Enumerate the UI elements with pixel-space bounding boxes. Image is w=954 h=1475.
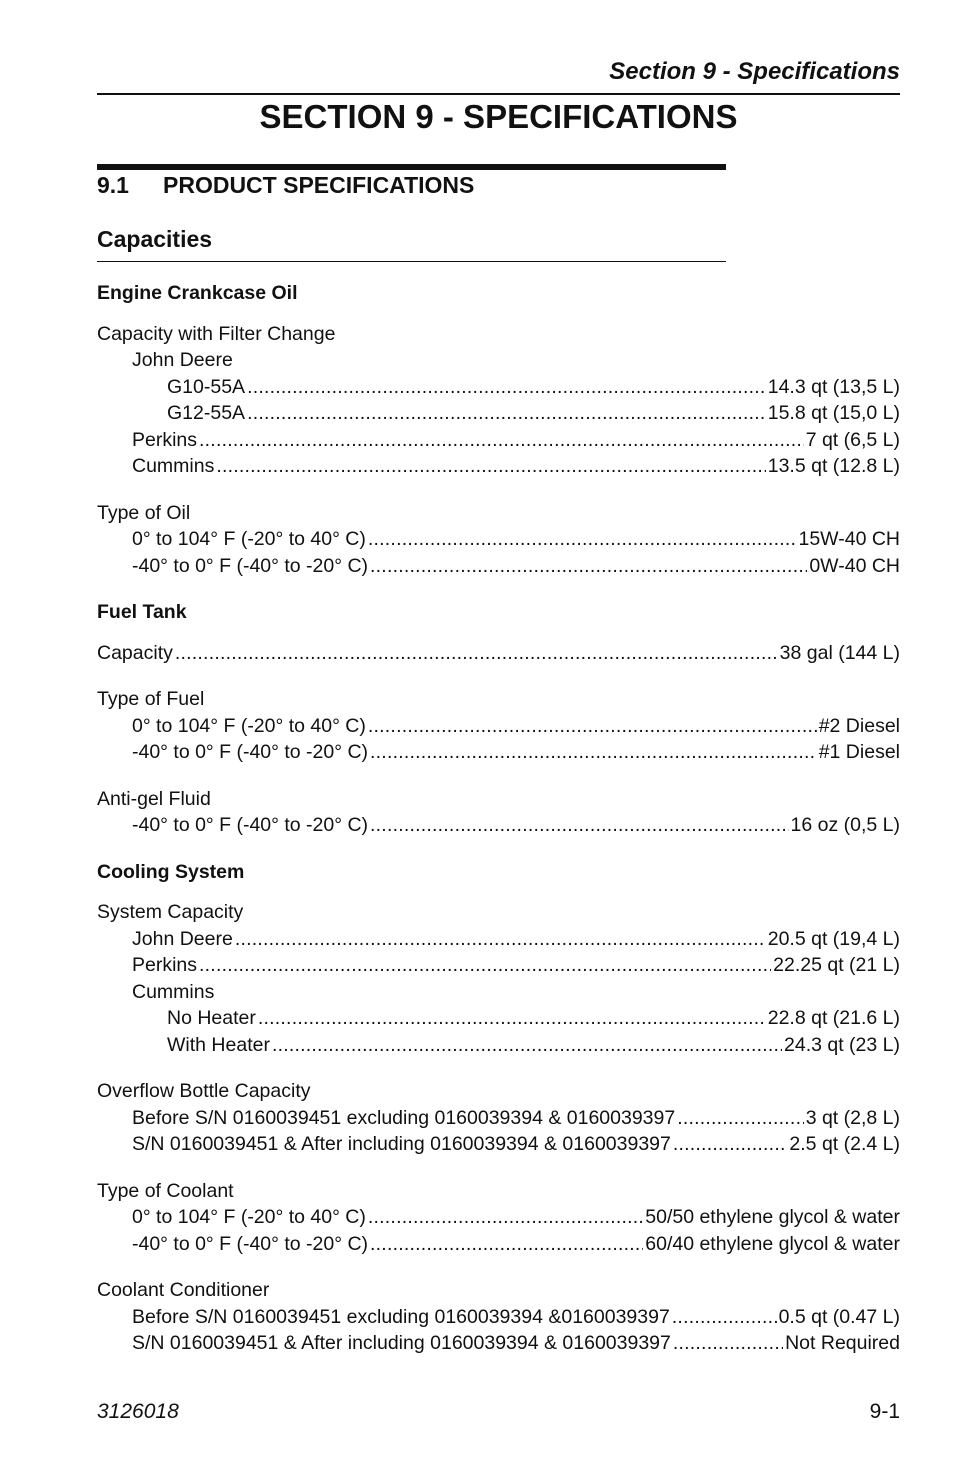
coolant-cold-label: -40° to 0° F (-40° to -20° C) xyxy=(132,1232,369,1255)
conditioner-before-value: 0.5 qt (0.47 L) xyxy=(778,1305,900,1328)
leader-dots xyxy=(199,952,771,979)
fuel-type-warm-label: 0° to 104° F (-20° to 40° C) xyxy=(132,714,366,737)
cooling-perkins-row xyxy=(97,952,900,979)
cooling-cummins-label: Cummins xyxy=(132,980,215,1003)
leader-dots xyxy=(247,400,766,427)
overflow-before-value: 3 qt (2,8 L) xyxy=(805,1106,900,1129)
coolant-cold-value: 60/40 ethylene glycol & water xyxy=(645,1232,900,1255)
capacities-rule xyxy=(97,261,726,262)
fuel-type-cold-label: -40° to 0° F (-40° to -20° C) xyxy=(132,741,369,763)
oil-type-warm-label: 0° to 104° F (-20° to 40° C) xyxy=(132,528,366,550)
oil-type-warm-value: 15W-40 CH xyxy=(798,528,900,550)
oil-john-deere-label: John Deere xyxy=(132,349,233,371)
leader-dots xyxy=(370,739,817,766)
conditioner-label: Coolant Conditioner xyxy=(97,1279,270,1301)
cooling-no-heater-label: No Heater xyxy=(167,1007,256,1029)
conditioner-before-row xyxy=(97,1304,900,1331)
cooling-jd-label: John Deere xyxy=(132,927,233,950)
cooling-with-heater-label: With Heater xyxy=(167,1033,270,1056)
capacities-heading: Capacities xyxy=(97,226,213,252)
antigel-range-label: -40° to 0° F (-40° to -20° C) xyxy=(132,814,369,836)
oil-g10-label: G10-55A xyxy=(167,375,246,398)
oil-type-cold-row xyxy=(97,553,900,580)
section-title: SECTION 9 - SPECIFICATIONS xyxy=(259,98,738,135)
overflow-after-row xyxy=(97,1131,900,1158)
header-rule xyxy=(97,93,900,95)
coolant-warm-label: 0° to 104° F (-20° to 40° C) xyxy=(132,1206,366,1228)
oil-g12-row xyxy=(97,400,900,427)
coolant-warm-value: 50/50 ethylene glycol & water xyxy=(645,1206,900,1228)
cooling-no-heater-row xyxy=(97,1005,900,1032)
section-thick-rule xyxy=(97,164,726,170)
page-number: 9-1 xyxy=(869,1400,900,1423)
oil-perkins-row xyxy=(97,427,900,454)
oil-type-cold-value: 0W-40 CH xyxy=(809,554,900,577)
coolant-type-label: Type of Coolant xyxy=(97,1179,234,1202)
fuel-type-label: Type of Fuel xyxy=(97,688,205,710)
leader-dots xyxy=(370,812,788,839)
leader-dots xyxy=(258,1005,766,1032)
oil-type-warm-row xyxy=(97,526,900,553)
leader-dots xyxy=(370,1231,643,1258)
fuel-type-cold-row xyxy=(97,739,900,766)
overflow-after-value: 2.5 qt (2.4 L) xyxy=(789,1133,900,1155)
coolant-warm-row xyxy=(97,1204,900,1231)
cooling-jd-row xyxy=(97,926,900,953)
fuel-capacity-value: 38 gal (144 L) xyxy=(779,641,900,664)
leader-dots xyxy=(272,1032,782,1059)
subsection-title: PRODUCT SPECIFICATIONS xyxy=(163,172,475,198)
cooling-capacity-label: System Capacity xyxy=(97,901,244,923)
overflow-label: Overflow Bottle Capacity xyxy=(97,1080,311,1102)
subsection-number: 9.1 xyxy=(97,172,129,198)
cooling-perkins-label: Perkins xyxy=(132,954,198,976)
oil-g12-value: 15.8 qt (15,0 L) xyxy=(767,402,900,424)
leader-dots xyxy=(247,374,766,401)
leader-dots xyxy=(370,553,807,580)
leader-dots xyxy=(216,453,765,480)
antigel-value: 16 oz (0,5 L) xyxy=(790,814,900,836)
conditioner-after-row xyxy=(97,1330,900,1357)
fuel-capacity-label: Capacity xyxy=(97,641,173,664)
cooling-with-heater-value: 24.3 qt (23 L) xyxy=(784,1033,900,1056)
engine-oil-heading: Engine Crankcase Oil xyxy=(97,282,298,304)
cooling-with-heater-row xyxy=(97,1032,900,1059)
leader-dots xyxy=(368,526,797,553)
conditioner-after-label: S/N 0160039451 & After including 0160039394 & 0160039397 xyxy=(132,1332,671,1354)
oil-cummins-row xyxy=(97,453,900,480)
spec-content xyxy=(97,280,900,1357)
coolant-cold-row xyxy=(97,1231,900,1258)
cooling-jd-value: 20.5 qt (19,4 L) xyxy=(767,927,900,950)
overflow-before-row xyxy=(97,1105,900,1132)
leader-dots xyxy=(673,1131,788,1158)
antigel-row xyxy=(97,812,900,839)
leader-dots xyxy=(673,1330,783,1357)
fuel-type-warm-value: #2 Diesel xyxy=(818,714,900,737)
leader-dots xyxy=(175,640,778,667)
oil-type-cold-label: -40° to 0° F (-40° to -20° C) xyxy=(132,554,369,577)
conditioner-before-label: Before S/N 0160039451 excluding 0160039394 &0160039397 xyxy=(132,1305,670,1328)
leader-dots xyxy=(677,1105,803,1132)
oil-cummins-value: 13.5 qt (12.8 L) xyxy=(767,455,900,477)
fuel-capacity-row xyxy=(97,640,900,667)
leader-dots xyxy=(199,427,804,454)
oil-cummins-label: Cummins xyxy=(132,455,215,477)
antigel-label: Anti-gel Fluid xyxy=(97,787,211,810)
leader-dots xyxy=(368,713,817,740)
overflow-before-label: Before S/N 0160039451 excluding 0160039394 & 0160039397 xyxy=(132,1106,676,1129)
overflow-after-label: S/N 0160039451 & After including 0160039394 & 0160039397 xyxy=(132,1133,671,1155)
oil-g10-row xyxy=(97,374,900,401)
oil-capacity-label: Capacity with Filter Change xyxy=(97,322,336,345)
cooling-no-heater-value: 22.8 qt (21.6 L) xyxy=(767,1007,900,1029)
conditioner-after-value: Not Required xyxy=(785,1332,900,1354)
fuel-type-cold-value: #1 Diesel xyxy=(818,741,900,763)
leader-dots xyxy=(368,1204,643,1231)
doc-number: 3126018 xyxy=(97,1400,179,1423)
oil-g12-label: G12-55A xyxy=(167,402,246,424)
oil-perkins-label: Perkins xyxy=(132,428,198,451)
fuel-type-warm-row xyxy=(97,713,900,740)
running-head: Section 9 - Specifications xyxy=(609,58,900,85)
oil-perkins-value: 7 qt (6,5 L) xyxy=(805,428,900,451)
oil-type-label: Type of Oil xyxy=(97,501,191,524)
subsection-heading xyxy=(97,172,474,199)
cooling-perkins-value: 22.25 qt (21 L) xyxy=(773,954,900,976)
leader-dots xyxy=(672,1304,777,1331)
oil-g10-value: 14.3 qt (13,5 L) xyxy=(767,375,900,398)
leader-dots xyxy=(235,926,766,953)
cooling-heading: Cooling System xyxy=(97,860,245,883)
fuel-tank-heading: Fuel Tank xyxy=(97,601,187,623)
